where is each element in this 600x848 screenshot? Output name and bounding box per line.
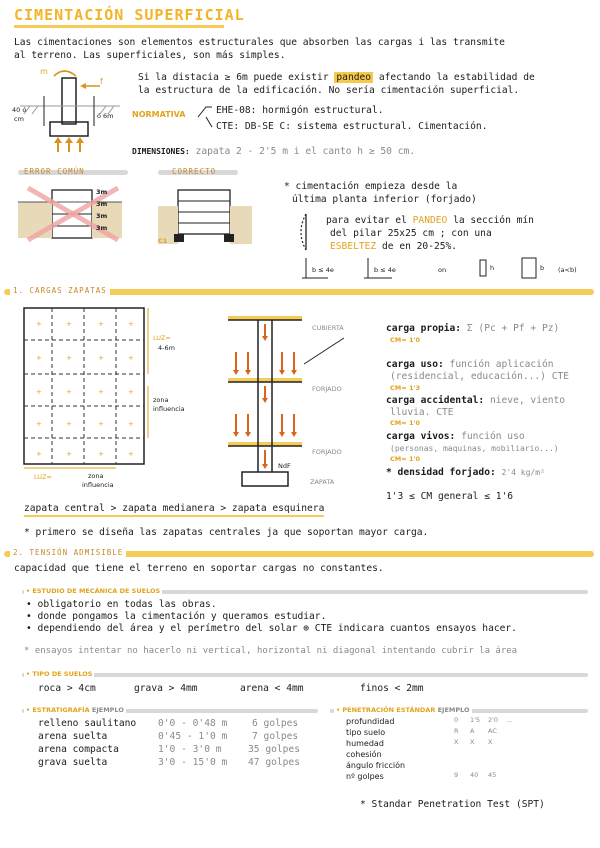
- left-unit: cm: [14, 115, 24, 123]
- pen-val: A: [470, 727, 475, 735]
- error-comun-label: ERROR COMÚN: [24, 167, 85, 176]
- zona-bottom-2: influencia: [82, 481, 114, 489]
- svg-text:+: +: [66, 420, 72, 428]
- svg-text:+: +: [98, 388, 104, 396]
- symbol-b: b: [540, 264, 545, 272]
- luz-side-val: 4-6m: [158, 344, 175, 352]
- svg-text:+: +: [128, 354, 134, 362]
- section1-title: 1. CARGAS ZAPATAS: [10, 286, 110, 295]
- label-zapata: ZAPATA: [310, 478, 335, 486]
- estudio-item-3: • dependiendo del área y el perímetro del solar ⊕ CTE indicara cuantos ensayos hacer.: [26, 623, 517, 634]
- floor-height-2: 3m: [96, 200, 108, 208]
- symbol-2: b ≤ 4e: [374, 266, 396, 274]
- estrat-suelo-4: grava suelta: [38, 757, 108, 768]
- load-vivos-2: (personas, maquinas, mobiliario...): [390, 444, 559, 453]
- load-uso-cm: CM≈ 1'3: [390, 384, 420, 392]
- pen-label: profundidad: [346, 717, 395, 726]
- tipo-bar: [22, 673, 588, 677]
- estrat-suelo-1: relleno saulitano: [38, 718, 137, 729]
- svg-text:+: +: [36, 320, 42, 328]
- estrat-prof-2: 0'45 - 1'0 m: [158, 731, 228, 742]
- grid-plan: [22, 306, 148, 466]
- zapatas-order: zapata central > zapata medianera > zapata esquinera: [24, 502, 324, 517]
- estrat-golpes-1: 6 golpes: [252, 718, 299, 729]
- label-forjado-1: FORJADO: [312, 385, 342, 393]
- estudio-item-2: • donde pongamos la cimentación y queramos estudiar.: [26, 611, 327, 622]
- svg-text:+: +: [36, 420, 42, 428]
- pen-val: 40: [470, 771, 479, 779]
- pandeo-note-2: del pilar 25x25 cm ; con una: [330, 228, 492, 239]
- error-diagram: [18, 182, 138, 252]
- note-cimentacion-2: última planta inferior (forjado): [292, 194, 477, 205]
- load-accidental-2: lluvia. CTE: [390, 407, 454, 418]
- zona-side-2: influencia: [153, 405, 185, 413]
- svg-text:+: +: [66, 450, 72, 458]
- normativa-ehe: EHE-08: hormigón estructural.: [216, 105, 384, 116]
- dimensiones: DIMENSIONES: zapata 2 - 2'5 m i el canto h ≥ 50 cm.: [132, 146, 416, 157]
- estudio-item-1: • obligatorio en todas las obras.: [26, 599, 217, 610]
- normativa-brace: [196, 104, 214, 130]
- floor-height-1: 3m: [96, 188, 108, 196]
- page-title: CIMENTACIÓN SUPERFICIAL: [14, 6, 245, 24]
- load-vivos-cm: CM≈ 1'0: [390, 455, 420, 463]
- estrat-prof-3: 1'0 - 3'0 m: [158, 744, 222, 755]
- floor-height-4: 3m: [96, 224, 108, 232]
- distance-note-2: la estructura de la edificación. No sería cimentación superficial.: [138, 85, 520, 96]
- zapatas-note: * primero se diseña las zapatas centrales ja que soportan mayor carga.: [24, 527, 429, 538]
- intro-line-1: Las cimentaciones son elementos estructurales que absorben las cargas i las transmite: [14, 37, 505, 48]
- pen-val: 45: [488, 771, 497, 779]
- tipo-grava: grava > 4mm: [134, 683, 198, 694]
- load-propia: carga propia: Σ (Pc + Pf + Pz): [386, 323, 560, 334]
- estudio-title: • ESTUDIO DE MECÁNICA DE SUELOS: [26, 587, 161, 595]
- estrat-prof-1: 0'0 - 0'48 m: [158, 718, 228, 729]
- pen-label: ángulo fricción: [346, 761, 406, 770]
- svg-text:+: +: [128, 320, 134, 328]
- column-buckle-icon: [296, 212, 316, 252]
- force-label: f: [100, 77, 103, 86]
- symbol-on: on: [438, 266, 447, 274]
- moment-label: m: [40, 67, 48, 76]
- estrat-title: • ESTRATIGRAFÍA EJEMPLO: [26, 706, 124, 714]
- pen-val: X: [454, 738, 459, 746]
- label-forjado-2: FORJADO: [312, 448, 342, 456]
- correcto-label: CORRECTO: [172, 167, 217, 176]
- pen-val: 2'0: [488, 716, 499, 724]
- zona-side-1: zona: [153, 396, 169, 404]
- svg-text:+: +: [66, 388, 72, 396]
- estrat-suelo-2: arena suelta: [38, 731, 108, 742]
- tension-definition: capacidad que tiene el terreno en soportar cargas no constantes.: [14, 563, 384, 574]
- ensayos-note: * ensayos intentar no hacerlo ni vertical, horizontal ni diagonal intentando cubrir la área: [24, 646, 518, 656]
- load-vivos: carga vivos: función uso: [386, 431, 525, 442]
- pandeo-note-1: para evitar el PANDEO la sección mín: [326, 215, 534, 226]
- svg-text:+: +: [66, 354, 72, 362]
- label-ndf: NdF: [278, 462, 291, 470]
- svg-text:+: +: [128, 420, 134, 428]
- foundation-diagram: [10, 66, 130, 156]
- tipo-finos: finos < 2mm: [360, 683, 424, 694]
- pen-val: 9: [454, 771, 459, 779]
- floor-height-3: 3m: [96, 212, 108, 220]
- pen-title: • PENETRACIÓN ESTÁNDAR EJEMPLO: [336, 706, 470, 714]
- pen-val: ...: [506, 716, 513, 724]
- load-propia-cm: CM≈ 1'0: [390, 336, 420, 344]
- estrat-golpes-2: 7 golpes: [252, 731, 299, 742]
- pen-val: X: [488, 738, 493, 746]
- intro-line-2: al terreno. Las superficiales, son más simples.: [14, 50, 286, 61]
- svg-text:+: +: [128, 388, 134, 396]
- tipo-title: • TIPO DE SUELOS: [26, 670, 93, 678]
- svg-text:+: +: [66, 320, 72, 328]
- pen-label: humedad: [346, 739, 384, 748]
- estrat-prof-4: 3'0 - 15'0 m: [158, 757, 228, 768]
- normativa-label: NORMATIVA: [132, 110, 186, 119]
- estrat-suelo-3: arena compacta: [38, 744, 119, 755]
- right-dim: ó 6m: [97, 112, 114, 120]
- zona-bottom-1: zona: [88, 472, 104, 480]
- svg-text:+: +: [98, 320, 104, 328]
- note-cimentacion-1: * cimentación empieza desde la: [284, 181, 458, 192]
- luz-side: LUZ≈: [153, 334, 171, 342]
- densidad: * densidad forjado: 2'4 kg/m²: [386, 467, 545, 478]
- load-accidental: carga accidental: nieve, viento: [386, 395, 566, 406]
- left-dim: 40 ó: [12, 106, 27, 114]
- svg-text:+: +: [98, 450, 104, 458]
- pen-val: R: [454, 727, 459, 735]
- luz-bottom: LUZ≈: [34, 473, 52, 481]
- svg-text:+: +: [98, 420, 104, 428]
- svg-text:+: +: [128, 450, 134, 458]
- tipo-arena: arena < 4mm: [240, 683, 304, 694]
- section2-title: 2. TENSIÓN ADMISIBLE: [10, 548, 126, 557]
- pen-val: 1'5: [470, 716, 481, 724]
- pen-val: X: [470, 738, 475, 746]
- pen-label: tipo suelo: [346, 728, 386, 737]
- load-accidental-cm: CM≈ 1'0: [390, 419, 420, 427]
- distance-note-1: Si la distacia ≥ 6m puede existir pandeo afectando la estabilidad de: [138, 72, 535, 83]
- estrat-golpes-4: 47 golpes: [248, 757, 300, 768]
- tipo-roca: roca > 4cm: [38, 683, 96, 694]
- pandeo-note-3: ESBELTEZ de en 20-25%.: [330, 241, 458, 252]
- pen-val: 0: [454, 716, 459, 724]
- normativa-cte: CTE: DB-SE C: sistema estructural. Cimentación.: [216, 121, 488, 132]
- title-underline: [14, 25, 224, 28]
- symbol-h: h: [490, 264, 495, 272]
- load-uso-2: (residencial, educación...) CTE: [390, 371, 570, 382]
- label-cubierta: CUBIERTA: [312, 324, 344, 332]
- pen-val: AC: [488, 727, 497, 735]
- spt-note: * Standar Penetration Test (SPT): [360, 799, 545, 810]
- correcto-diagram: [158, 182, 258, 252]
- svg-text:+: +: [36, 450, 42, 458]
- svg-text:+: +: [98, 354, 104, 362]
- pen-label: nº golpes: [346, 772, 384, 781]
- cm-range: 1'3 ≤ CM general ≤ 1'6: [386, 491, 514, 502]
- symbol-1: b ≤ 4e: [312, 266, 334, 274]
- pen-label: cohesión: [346, 750, 382, 759]
- symbol-acb: (a<b): [558, 266, 577, 274]
- svg-text:+: +: [36, 388, 42, 396]
- svg-text:+: +: [36, 354, 42, 362]
- c1-label: C1: [158, 237, 168, 245]
- load-uso: carga uso: función aplicación: [386, 359, 554, 370]
- estrat-golpes-3: 35 golpes: [248, 744, 300, 755]
